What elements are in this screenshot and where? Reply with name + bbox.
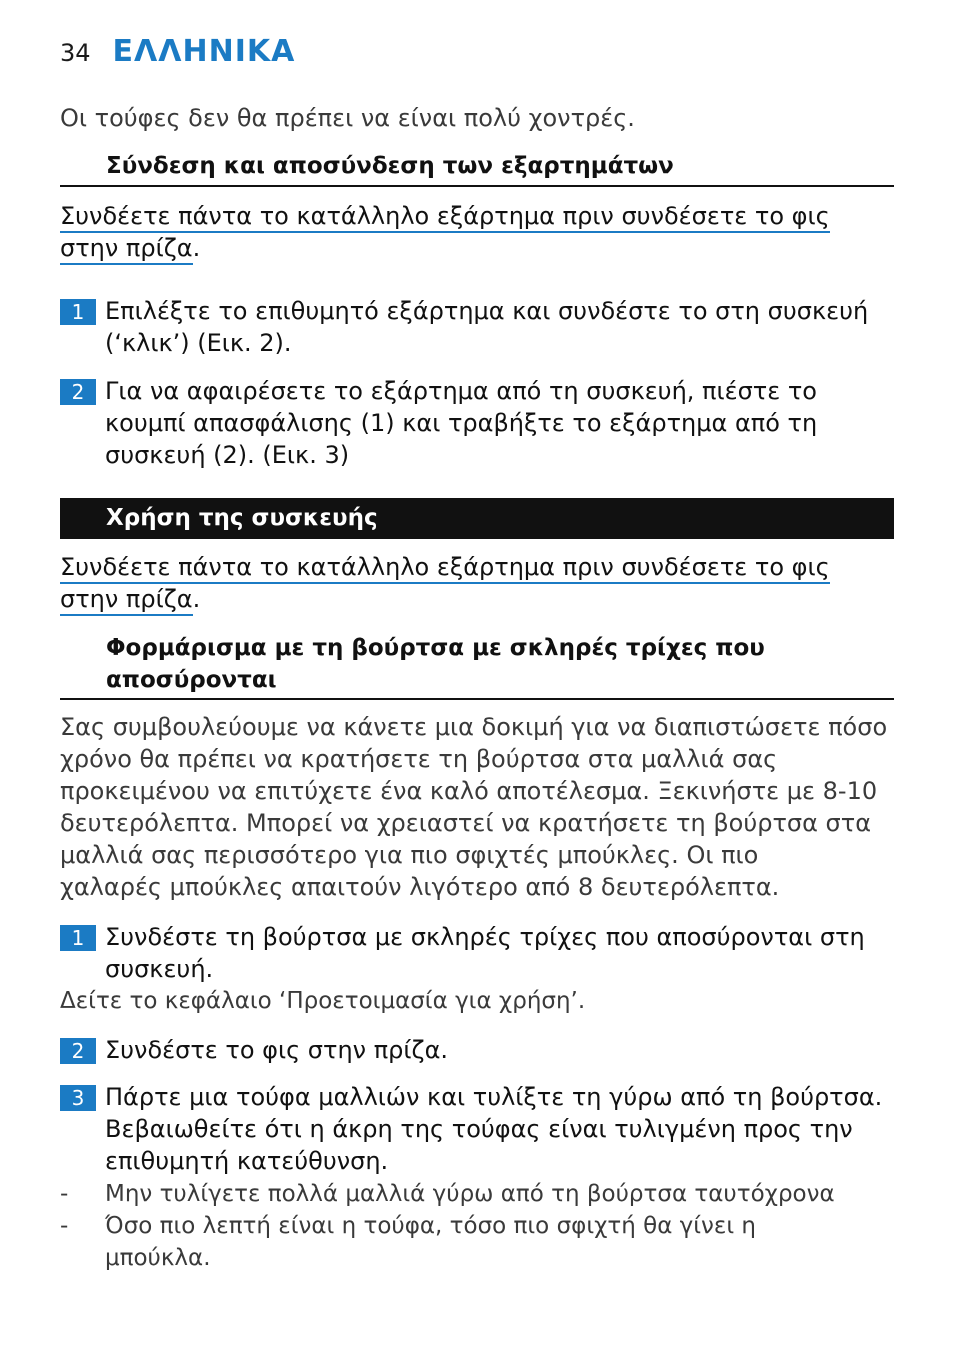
- warning-connect-line2: [60, 232, 200, 264]
- warning-text: στην πρίζα: [60, 234, 193, 265]
- step-line: Συνδέστε το φις στην πρίζα.: [105, 1036, 449, 1064]
- bullet-text: [105, 1210, 895, 1274]
- warning-text: Συνδέετε πάντα το κατάλληλο εξάρτημα πριν συνδέσετε το φις: [60, 202, 830, 233]
- bullet-text: [105, 1178, 895, 1210]
- warning-use-line2: [60, 583, 200, 615]
- warning-connect-line1: [60, 200, 830, 232]
- step-line: Βεβαιωθείτε ότι η άκρη της τούφας είναι τυλιγμένη προς την: [105, 1115, 853, 1143]
- paragraph-line: Σας συμβουλεύουμε να κάνετε μια δοκιμή για να διαπιστώσετε πόσο: [60, 713, 888, 741]
- warning-use-line1: [60, 551, 830, 583]
- intro-line: Οι τούφες δεν θα πρέπει να είναι πολύ χοντρές.: [60, 104, 635, 132]
- language-title: ΕΛΛΗΝΙΚΑ: [112, 34, 296, 69]
- paragraph-line: προκειμένου να επιτύχετε ένα καλό αποτέλεσμα. Ξεκινήστε με 8-10: [60, 777, 878, 805]
- bullet-line: Όσο πιο λεπτή είναι η τούφα, τόσο πιο σφιχτή θα γίνει η: [105, 1213, 757, 1239]
- step-line: Επιλέξτε το επιθυμητό εξάρτημα και συνδέστε το στη συσκευή: [105, 297, 869, 325]
- section-heading-use: Χρήση της συσκευής: [60, 498, 894, 539]
- paragraph-line: δευτερόλεπτα. Μπορεί να χρειαστεί να κρατήσετε τη βούρτσα στα: [60, 809, 872, 837]
- warning-end: .: [192, 234, 201, 262]
- step-line: Πάρτε μια τούφα μαλλιών και τυλίξτε τη γύρω από τη βούρτσα.: [105, 1083, 883, 1111]
- warning-text: Συνδέετε πάντα το κατάλληλο εξάρτημα πριν συνδέσετε το φις: [60, 553, 830, 584]
- bullet-line: μπούκλα.: [105, 1245, 211, 1271]
- step-note: Δείτε το κεφάλαιο ‘Προετοιμασία για χρήση’.: [60, 988, 586, 1014]
- warning-text: στην πρίζα: [60, 585, 193, 616]
- section-heading-brush: [60, 632, 894, 700]
- step-line: κουμπί απασφάλισης (1) και τραβήξτε το εξάρτημα από τη: [105, 409, 818, 437]
- step-line: συσκευή (2). (Εικ. 3): [105, 441, 350, 469]
- heading-line: αποσύρονται: [106, 667, 277, 693]
- page-number: 34: [60, 39, 91, 67]
- warning-end: .: [192, 585, 201, 613]
- brush-paragraph: [60, 711, 890, 903]
- step-line: Συνδέστε τη βούρτσα με σκληρές τρίχες που αποσύρονται στη: [105, 923, 865, 951]
- paragraph-line: μαλλιά σας περισσότερο για πιο σφιχτές μπούκλες. Οι πιο: [60, 841, 759, 869]
- step-number-badge: 1: [60, 299, 96, 325]
- step-text: [105, 1081, 895, 1177]
- step-line: Για να αφαιρέσετε το εξάρτημα από τη συσκευή, πιέστε το: [105, 377, 817, 405]
- step-number-badge: 3: [60, 1085, 96, 1111]
- step-text: [105, 375, 895, 471]
- step-line: συσκευή.: [105, 955, 214, 983]
- heading-line: Φορμάρισμα με τη βούρτσα με σκληρές τρίχες που: [106, 635, 765, 661]
- section-heading-connect: Σύνδεση και αποσύνδεση των εξαρτημάτων: [60, 150, 894, 187]
- step-text: [105, 1034, 895, 1066]
- step-text: [105, 295, 895, 359]
- step-line: (‘κλικ’) (Εικ. 2).: [105, 329, 292, 357]
- paragraph-line: χαλαρές μπούκλες απαιτούν λιγότερο από 8 δευτερόλεπτα.: [60, 873, 780, 901]
- page-header: [60, 34, 295, 69]
- step-line: επιθυμητή κατεύθυνση.: [105, 1147, 389, 1175]
- step-text: [105, 921, 895, 985]
- bullet-line: Μην τυλίγετε πολλά μαλλιά γύρω από τη βούρτσα ταυτόχρονα: [105, 1181, 835, 1207]
- step-number-badge: 2: [60, 1038, 96, 1064]
- step-number-badge: 1: [60, 925, 96, 951]
- bullet-dash: -: [60, 1213, 69, 1239]
- paragraph-line: χρόνο θα πρέπει να κρατήσετε τη βούρτσα στα μαλλιά σας: [60, 745, 778, 773]
- step-number-badge: 2: [60, 379, 96, 405]
- bullet-dash: -: [60, 1181, 69, 1207]
